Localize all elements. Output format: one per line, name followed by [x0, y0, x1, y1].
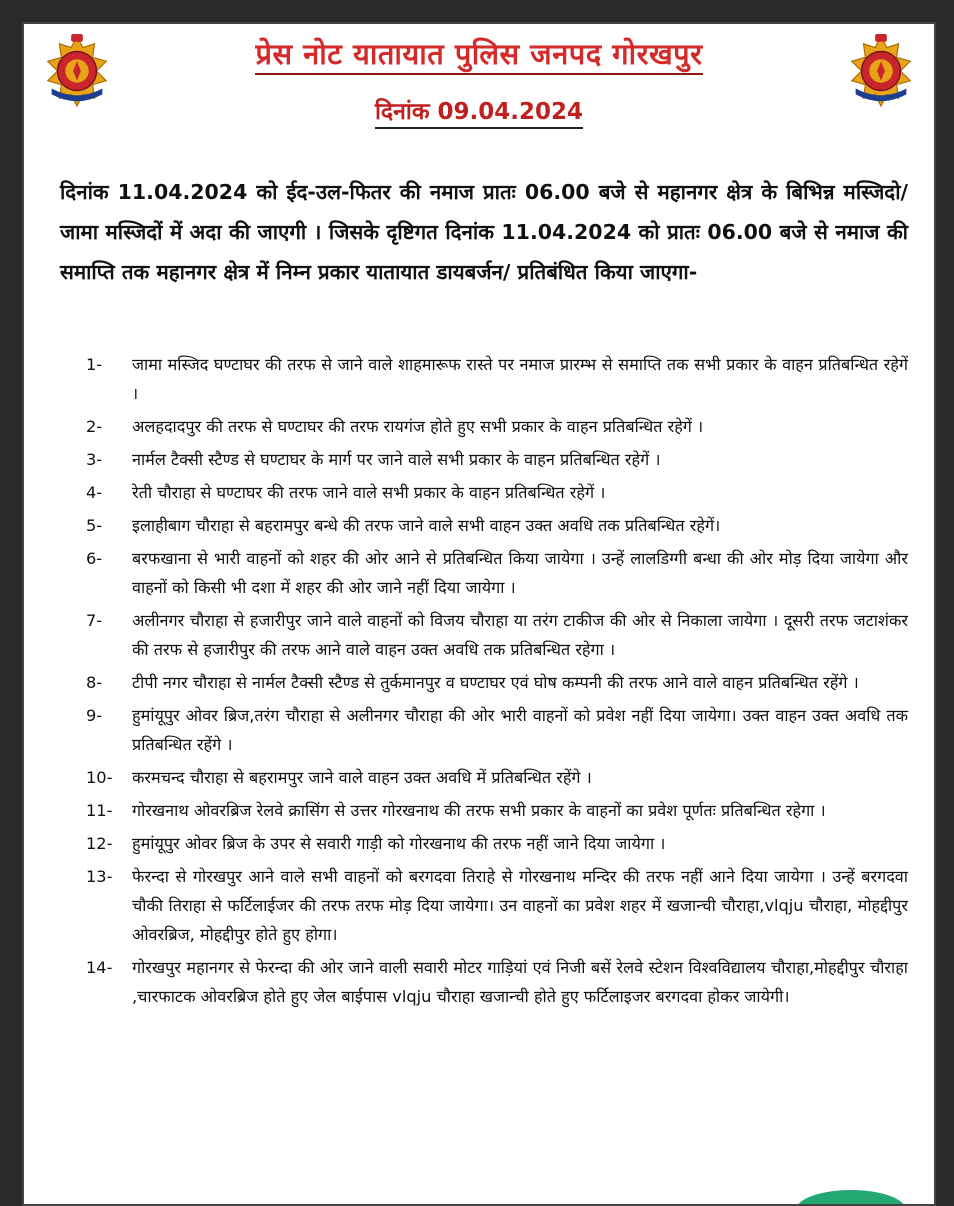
item-text: इलाहीबाग चौराहा से बहरामपुर बन्धे की तरफ जाने वाले सभी वाहन उक्त अवधि तक प्रतिबन्धित रहेगें।	[132, 516, 721, 535]
item-number: 5-	[86, 516, 103, 535]
item-number: 4-	[86, 483, 103, 502]
intro-paragraph: दिनांक 11.04.2024 को ईद-उल-फितर की नमाज प्रातः 06.00 बजे से महानगर क्षेत्र के बिभिन्न मस्जिदो/जामा मस्जिदों में अदा की जाएगी । जिसके दृष्टिगत दिनांक 11.04.2024 को प्रातः 06.00 बजे से नमाज की समाप्ति तक महानगर क्षेत्र में निम्न प्रकार यातायात डायबर्जन/ प्रतिबंधित किया जाएगा-	[60, 180, 908, 284]
item-number: 13-	[86, 867, 113, 886]
document-title	[24, 34, 934, 73]
list-item	[86, 668, 908, 697]
list-item	[86, 412, 908, 441]
item-text: जामा मस्जिद घण्टाघर की तरफ से जाने वाले शाहमारूफ रास्ते पर नमाज प्रारम्भ से समाप्ति तक सभी प्रकार के वाहन प्रतिबन्धित रहेगें ।	[132, 355, 908, 403]
list-item	[86, 544, 908, 602]
item-number: 7-	[86, 611, 103, 630]
item-number: 11-	[86, 801, 113, 820]
item-number: 10-	[86, 768, 113, 787]
item-text: करमचन्द चौराहा से बहरामपुर जाने वाले वाहन उक्त अवधि में प्रतिबन्धित रहेंगे ।	[132, 768, 592, 787]
item-text: हुमांयूपुर ओवर ब्रिज,तरंग चौराहा से अलीनगर चौराहा की ओर भारी वाहनों को प्रवेश नहीं दिया जायेगा। उक्त वाहन उक्त अवधि तक प्रतिबन्धित रहेंगे ।	[132, 706, 908, 754]
list-item	[86, 862, 908, 949]
item-number: 9-	[86, 706, 103, 725]
item-number: 6-	[86, 549, 103, 568]
title-text: प्रेस नोट यातायात पुलिस जनपद गोरखपुर	[255, 37, 702, 75]
list-item	[86, 478, 908, 507]
item-text: फेरन्दा से गोरखपुर आने वाले सभी वाहनों को बरगदवा तिराहे से गोरखनाथ मन्दिर की तरफ नहीं आने दिया जायेगा । उन्हें बरगदवा चौकी तिराहा से फर्टिलाईजर की तरफ तरफ मोड़ दिया जायेगा। उन वाहनों का प्रवेश शहर में खजान्ची चौराहा,vlqju चौराहा, मोहद्दीपुर ओवरब्रिज, मोहद्दीपुर होते हुए होगा।	[132, 867, 908, 944]
list-item	[86, 701, 908, 759]
item-text: नार्मल टैक्सी स्टैण्ड से घण्टाघर के मार्ग पर जाने वाले सभी प्रकार के वाहन प्रतिबन्धित रहेगें ।	[132, 450, 661, 469]
date-text: दिनांक 09.04.2024	[375, 99, 583, 129]
item-text: टीपी नगर चौराहा से नार्मल टैक्सी स्टैण्ड से तुर्कमानपुर व घण्टाघर एवं घोष कम्पनी की तरफ आने वाले वाहन प्रतिबन्धित रहेंगे ।	[132, 673, 859, 692]
item-text: अलहदादपुर की तरफ से घण्टाघर की तरफ रायगंज होते हुए सभी प्रकार के वाहन प्रतिबन्धित रहेगें ।	[132, 417, 704, 436]
press-note-document	[22, 22, 936, 1206]
item-number: 1-	[86, 355, 103, 374]
list-item	[86, 953, 908, 1011]
diversion-list	[86, 350, 908, 1015]
item-text: अलीनगर चौराहा से हजारीपुर जाने वाले वाहनों को विजय चौराहा या तरंग टाकीज की ओर से निकाला जायेगा । दूसरी तरफ जटाशंकर की तरफ से हजारीपुर की तरफ आने वाले वाहन उक्त अवधि तक प्रतिबन्धित रहेगा ।	[132, 611, 908, 659]
item-number: 12-	[86, 834, 113, 853]
list-item	[86, 829, 908, 858]
item-number: 3-	[86, 450, 103, 469]
document-date	[24, 94, 934, 126]
item-text: रेती चौराहा से घण्टाघर की तरफ जाने वाले सभी प्रकार के वाहन प्रतिबन्धित रहेगें ।	[132, 483, 606, 502]
list-item	[86, 350, 908, 408]
item-number: 14-	[86, 958, 113, 977]
item-text: बरफखाना से भारी वाहनों को शहर की ओर आने से प्रतिबन्धित किया जायेगा । उन्हें लालडिग्गी बन्धा की ओर मोड़ दिया जायेगा और वाहनों को किसी भी दशा में शहर की ओर जाने नहीं दिया जायेगा ।	[132, 549, 908, 597]
decorative-green-shape	[796, 1190, 906, 1206]
item-text: गोरखनाथ ओवरब्रिज रेलवे क्रासिंग से उत्तर गोरखनाथ की तरफ सभी प्रकार के वाहनों का प्रवेश पूर्णतः प्रतिबन्धित रहेगा ।	[132, 801, 826, 820]
item-text: हुमांयूपुर ओवर ब्रिज के उपर से सवारी गाड़ी को गोरखनाथ की तरफ नहीं जाने दिया जायेगा ।	[132, 834, 666, 853]
list-item	[86, 763, 908, 792]
item-number: 2-	[86, 417, 103, 436]
list-item	[86, 511, 908, 540]
list-item	[86, 796, 908, 825]
list-item	[86, 606, 908, 664]
item-text: गोरखपुर महानगर से फेरन्दा की ओर जाने वाली सवारी मोटर गाड़ियां एवं निजी बसें रेलवे स्टेशन विश्वविद्यालय चौराहा,मोहद्दीपुर चौराहा ,चारफाटक ओवरब्रिज होते हुए जेल बाईपास vlqju चौराहा खजान्ची होते हुए फर्टिलाइजर बरगदवा होकर जायेगी।	[132, 958, 908, 1006]
item-number: 8-	[86, 673, 103, 692]
list-item	[86, 445, 908, 474]
